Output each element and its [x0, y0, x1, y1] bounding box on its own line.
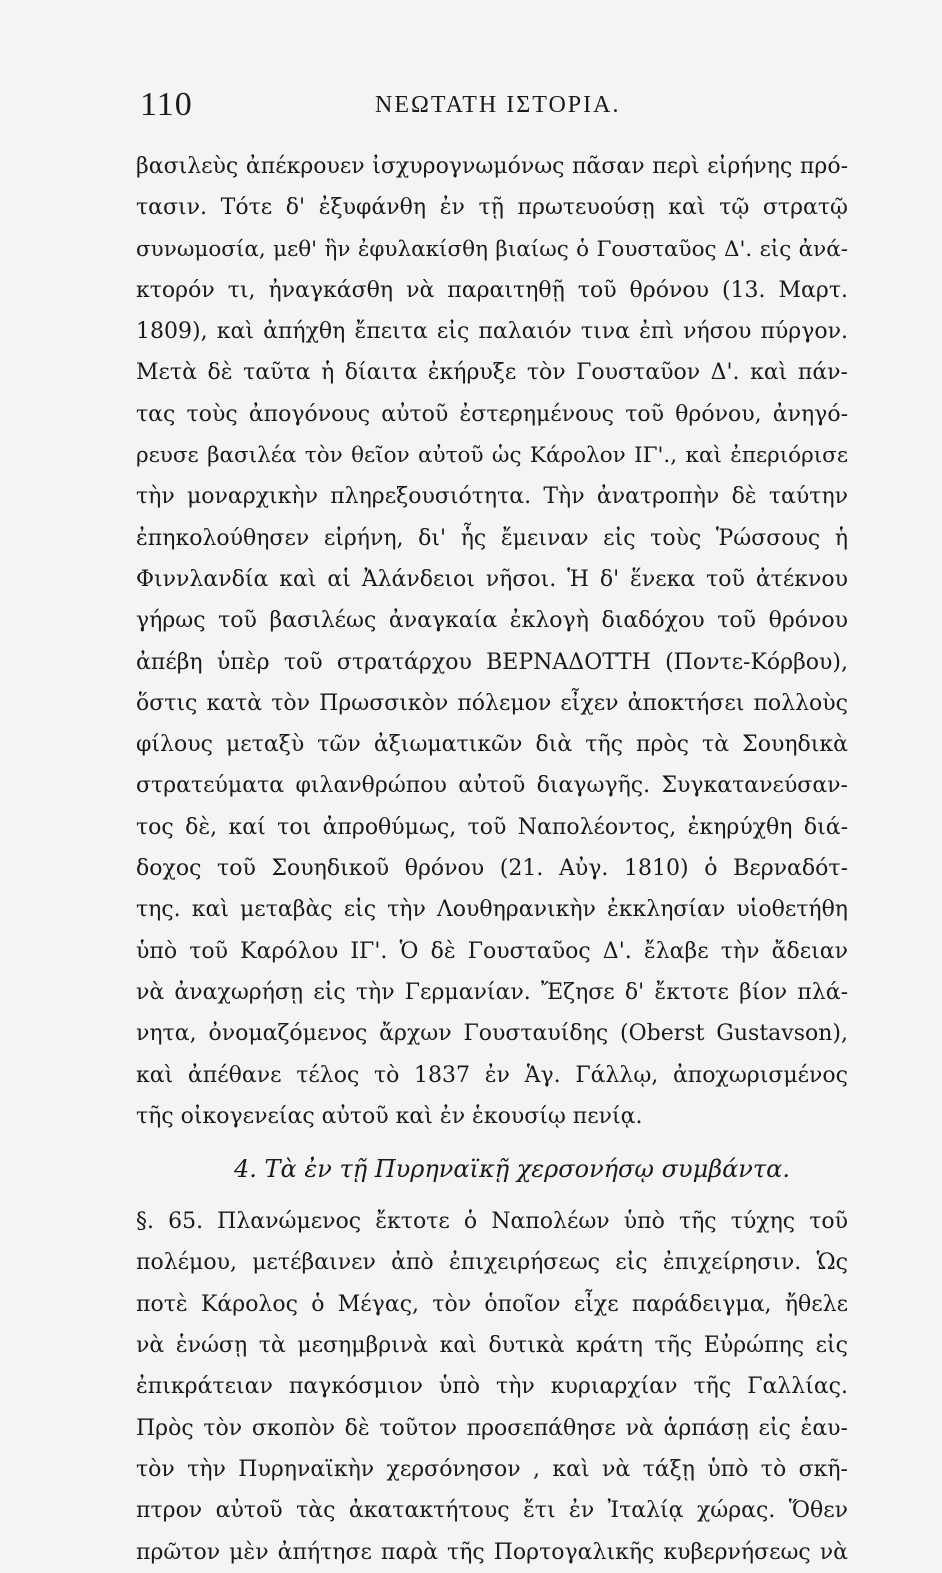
text-line: τὸν τὴν Πυρηναϊκὴν χερσόνησον , καὶ νὰ τάξῃ ὑπὸ τὸ σκῆ- [136, 1456, 848, 1482]
text-line: ἀπέβη ὑπὲρ τοῦ στρατάρχου ΒΕΡΝΑΔΟΤΤΗ (Ποντε-Κόρβου), [136, 649, 848, 675]
text-line: νὰ ἀναχωρήσῃ εἰς τὴν Γερμανίαν. Ἔζησε δ' ἔκτοτε βίον πλά- [136, 979, 848, 1005]
text-line: της. καὶ μεταβὰς εἰς τὴν Λουθηρανικὴν ἐκκλησίαν υἱοθετήθη [136, 897, 848, 923]
page-header [140, 86, 860, 126]
paragraph-1 [136, 146, 848, 1137]
text-line: §. 65. Πλανώμενος ἔκτοτε ὁ Ναπολέων ὑπὸ τῆς τύχης τοῦ [136, 1209, 848, 1235]
text-line: καὶ ἀπέθανε τέλος τὸ 1837 ἐν Ἁγ. Γάλλῳ, ἀποχωρισμένος [136, 1062, 848, 1088]
text-line: 1809), καὶ ἀπήχθη ἔπειτα εἰς παλαιόν τινα ἐπὶ νήσου πύργον. [136, 319, 848, 345]
text-line: πολέμου, μετέβαινεν ἀπὸ ἐπιχειρήσεως εἰς ἐπιχείρησιν. Ὡς [136, 1250, 848, 1276]
text-line: Πρὸς τὸν σκοπὸν δὲ τοῦτον προσεπάθησε νὰ ἁρπάσῃ εἰς ἑαυ- [136, 1415, 848, 1441]
text-line: τος δὲ, καί τοι ἀπροθύμως, τοῦ Ναπολέοντος, ἐκηρύχθη διά- [136, 814, 848, 840]
page-body [136, 146, 848, 1573]
text-line: βασιλεὺς ἀπέκρουεν ἰσχυρογνωμόνως πᾶσαν περὶ εἰρήνης πρό- [136, 154, 848, 179]
paragraph-2 [136, 1201, 848, 1573]
text-line: τας τοὺς ἀπογόνους αὐτοῦ ἐστερημένους τοῦ θρόνου, ἀνηγό- [136, 401, 848, 427]
text-line: Φιννλανδία καὶ αἱ Ἀλάνδειοι νῆσοι. Ἡ δ' ἕνεκα τοῦ ἀτέκνου [136, 566, 848, 592]
text-line: ὑπὸ τοῦ Καρόλου ΙΓ'. Ὁ δὲ Γουσταῦος Δ'. ἔλαβε τὴν ἄδειαν [136, 938, 848, 964]
text-line: κτορόν τι, ἠναγκάσθη νὰ παραιτηθῇ τοῦ θρόνου (13. Μαρτ. [136, 277, 848, 303]
text-line: τῆς οἰκογενείας αὐτοῦ καὶ ἐν ἑκουσίῳ πενίᾳ. [136, 1103, 643, 1129]
text-line: ἐπηκολούθησεν εἰρήνη, δι' ἧς ἔμειναν εἰς τοὺς Ῥώσσους ἡ [136, 525, 848, 551]
text-line: συνωμοσία, μεθ' ἣν ἐφυλακίσθη βιαίως ὁ Γουσταῦος Δ'. εἰς ἀνά- [136, 236, 848, 262]
text-line: νὰ ἑνώσῃ τὰ μεσημβρινὰ καὶ δυτικὰ κράτη τῆς Εὐρώπης εἰς [136, 1333, 848, 1359]
text-line: Μετὰ δὲ ταῦτα ἡ δίαιτα ἐκήρυξε τὸν Γουσταῦον Δ'. καὶ πάν- [136, 360, 848, 386]
text-line: γήρως τοῦ βασιλέως ἀναγκαία ἐκλογὴ διαδόχου τοῦ θρόνου [136, 608, 848, 634]
spacer [136, 1193, 848, 1201]
text-line: πρῶτον μὲν ἀπήτησε παρὰ τῆς Πορτογαλικῆς κυβερνήσεως νὰ [136, 1539, 848, 1565]
text-line: δοχος τοῦ Σουηδικοῦ θρόνου (21. Αὐγ. 1810) ὁ Βερναδότ- [136, 856, 848, 882]
text-line: πτρον αὐτοῦ τὰς ἀκατακτήτους ἔτι ἐν Ἰταλίᾳ χώρας. Ὅθεν [136, 1498, 848, 1524]
text-line: ρευσε βασιλέα τὸν θεῖον αὐτοῦ ὡς Κάρολον ΙΓ'., καὶ ἐπεριόρισε [136, 443, 848, 469]
page-number: 110 [140, 86, 193, 123]
text-line: ἐπικράτειαν παγκόσμιον ὑπὸ τὴν κυριαρχίαν τῆς Γαλλίας. [136, 1374, 848, 1400]
text-line: τασιν. Τότε δ' ἐξυφάνθη ἐν τῇ πρωτευούσῃ καὶ τῷ στρατῷ [136, 195, 848, 221]
section-heading: 4. Τὰ ἐν τῇ Πυρηναϊκῇ χερσονήσῳ συμβάντα. [234, 1155, 790, 1184]
running-title: ΝΕΩΤΑΤΗ ΙΣΤΟΡΙΑ. [375, 92, 621, 118]
text-line: ὅστις κατὰ τὸν Πρωσσικὸν πόλεμον εἶχεν ἀποκτήσει πολλοὺς [136, 690, 848, 716]
text-line: στρατεύματα φιλανθρώπου αὐτοῦ διαγωγῆς. Συγκατανεύσαν- [136, 773, 848, 799]
text-line: φίλους μεταξὺ τῶν ἀξιωματικῶν διὰ τῆς πρὸς τὰ Σουηδικὰ [136, 732, 848, 758]
text-line: ποτὲ Κάρολος ὁ Μέγας, τὸν ὁποῖον εἶχε παράδειγμα, ἤθελε [136, 1291, 848, 1317]
text-line: νητα, ὀνομαζόμενος ἄρχων Γουσταυίδης (Oberst Gustavson), [136, 1021, 848, 1047]
spacer [136, 1137, 848, 1145]
text-line: τὴν μοναρχικὴν πληρεξουσιότητα. Τὴν ἀνατροπὴν δὲ ταύτην [136, 484, 848, 510]
